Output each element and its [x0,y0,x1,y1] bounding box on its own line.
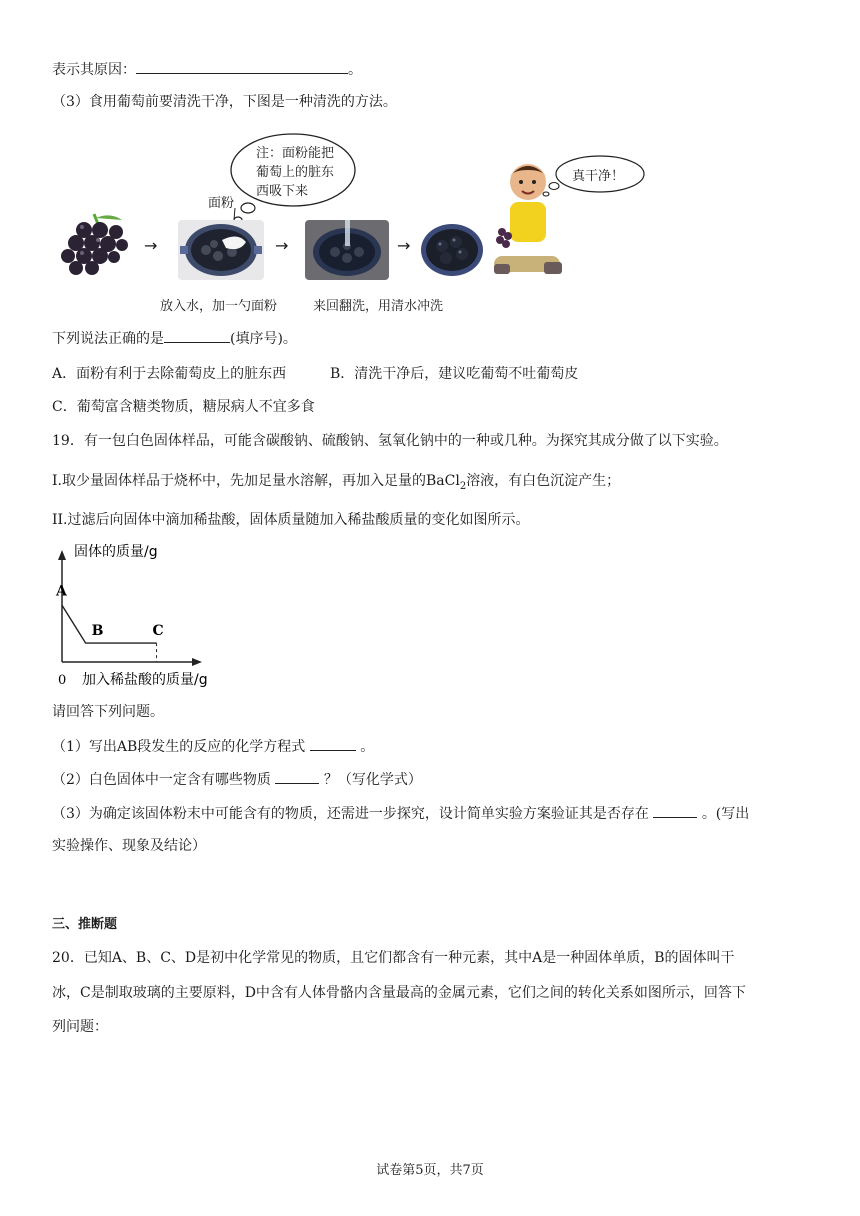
reason-suffix: 。 [348,62,362,78]
sub3-prefix: （3）为确定该固体粉末中可能含有的物质，还需进一步探究，设计简单实验方案验证其是否存在 [52,806,649,822]
q19-sub3 [52,803,749,824]
q20-line1: 20．已知A、B、C、D是初中化学常见的物质，且它们都含有一种元素，其中A是一种固体单质，B的固体叫干 [52,950,735,966]
bacl2-subscript: 2 [459,480,467,492]
note-line3: 西吸下来 [256,184,309,199]
chart-ylabel: 固体的质量/g [74,544,158,560]
q19-stem: 19．有一包白色固体样品，可能含碳酸钠、硫酸钠、氢氧化钠中的一种或几种。为探究其成分做了以下实验。 [52,433,728,449]
q18-part3: （3）食用葡萄前要清洗干净，下图是一种清洗的方法。 [52,94,397,110]
answer-blank[interactable] [275,769,319,784]
y-axis-arrow-icon [58,550,66,560]
option-a: A．面粉有利于去除葡萄皮上的脏东西 [52,366,287,382]
note-text [256,144,334,201]
section-heading: 三、推断题 [52,917,118,932]
q19-step2: II.过滤后向固体中滴加稀盐酸，固体质量随加入稀盐酸质量的变化如图所示。 [52,512,530,528]
sub1-prefix: （1）写出AB段发生的反应的化学方程式 [52,739,306,755]
arrow-icon: → [397,236,411,255]
note-line2: 葡萄上的脏东 [256,165,335,180]
sub2-suffix: ？（写化学式） [323,772,422,788]
point-label-b: B [91,623,104,640]
caption-step2: 来回翻洗，用清水冲洗 [313,299,444,314]
child-says: 真干净！ [572,169,625,184]
sub2-prefix: （2）白色固体中一定含有哪些物质 [52,772,271,788]
x-axis-arrow-icon [192,658,202,666]
q19-sub1 [52,736,374,757]
note-line1: 注：面粉能把 [256,146,335,161]
chart-xlabel: 加入稀盐酸的质量/g [82,672,208,688]
q20-line3: 列问题： [52,1019,108,1035]
reason-prefix: 表示其原因： [52,62,136,78]
caption-step1: 放入水，加一勺面粉 [160,299,278,314]
q19-step1 [52,471,620,497]
sub3-suffix: 。(写出 [701,806,750,822]
mass-chart [52,538,222,690]
flour-label: 面粉 [208,196,235,211]
pot-rinse-image [305,220,389,280]
answer-blank[interactable] [653,803,697,818]
reason-line [52,59,362,80]
bacl2-formula: BaCl [425,473,460,489]
mass-line [62,605,157,643]
statement-line [52,328,297,349]
statement-prefix: 下列说法正确的是 [52,331,164,347]
step1-suffix: 溶液，有白色沉淀产生； [466,473,621,489]
option-b: B．清洗干净后，建议吃葡萄不吐葡萄皮 [330,366,579,382]
page-footer: 试卷第5页，共7页 [376,1163,484,1178]
arrow-icon: → [275,236,289,255]
answer-blank[interactable] [136,59,348,74]
step1-prefix: I.取少量固体样品于烧杯中，先加足量水溶解，再加入足量的 [52,473,426,489]
answer-blank[interactable] [310,736,356,751]
origin-label: 0 [58,673,67,688]
pot-flour-image [178,220,264,280]
answer-intro: 请回答下列问题。 [52,704,164,720]
q19-sub2 [52,769,422,790]
grapes-image [54,210,134,280]
chart-series [55,583,164,662]
option-c: C．葡萄富含糖类物质，糖尿病人不宜多食 [52,399,315,415]
q19-sub3-line2: 实验操作、现象及结论） [52,838,206,854]
arrow-icon: → [144,236,158,255]
sub1-suffix: 。 [360,739,375,755]
statement-suffix: (填序号)。 [230,331,297,347]
answer-blank[interactable] [164,328,230,343]
point-label-a: A [56,583,67,600]
q20-line2: 冰，C是制取玻璃的主要原料，D中含有人体骨骼内含量最高的金属元素，它们之间的转化关系如图所示，回答下 [52,985,746,1001]
point-label-c: C [152,623,164,640]
pot-clean-image [418,220,486,280]
